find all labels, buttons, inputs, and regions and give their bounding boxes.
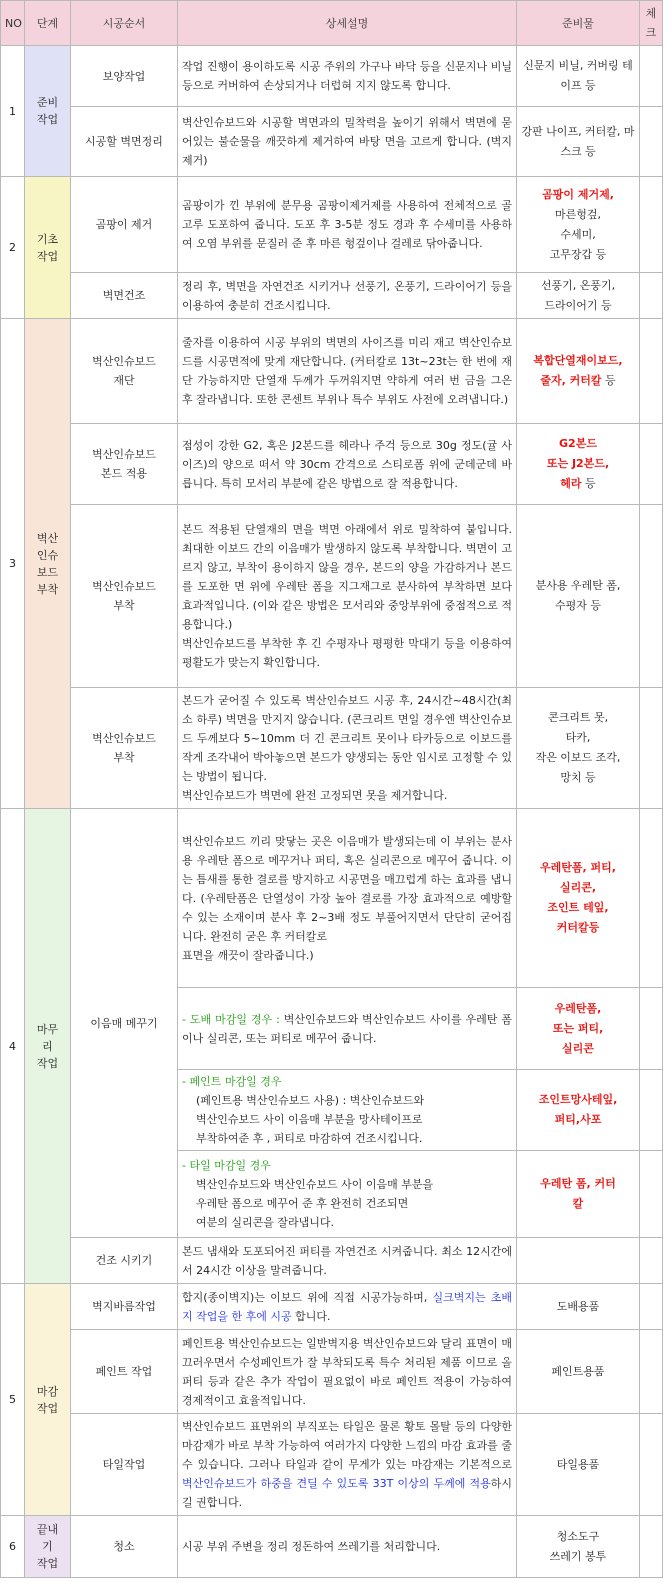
table-row xyxy=(1,505,663,688)
prep-highlight: G2본드 또는 J2본드, 헤라 xyxy=(546,437,610,490)
step-detail xyxy=(178,1070,517,1151)
step-detail: 작업 진행이 용이하도록 시공 주위의 가구나 바닥 등을 신문지나 비닐 등으로 커버하여 손상되거나 더럽혀 지지 않도록 합니다. xyxy=(178,46,517,107)
step-detail xyxy=(178,505,517,688)
step-prep xyxy=(517,1238,640,1284)
check-cell[interactable] xyxy=(640,1284,663,1330)
detail-paragraph: 벽산인슈보드를 부착한 후 긴 수평자나 평평한 막대기 등을 이용하여 평활도가 맞는지 확인합니다. xyxy=(182,637,512,669)
stage-name: 준비 작업 xyxy=(25,46,71,177)
check-cell[interactable] xyxy=(640,424,663,505)
step-name: 건조 시키기 xyxy=(71,1238,178,1284)
step-detail: 점성이 강한 G2, 혹은 J2본드를 헤라나 주걱 등으로 30g 정도(귤 사이즈)의 양으로 떠서 약 30cm 간격으로 스티로폼 위에 군데군데 바릅니다. 특히 모서리 부분에 같은 방법으로 잘 적용합니다. xyxy=(178,424,517,505)
step-prep xyxy=(517,319,640,424)
detail-paragraph: 벽산인슈보드 표면위의 부직포는 타일은 물론 황토 몰탈 등의 다양한 마감재가 바로 부착 가능하여 여러가지 다양한 느낌의 마감 효과를 줄 수 있습니다. 그러나 타일과 같이 무게가 있는 마감재는 기본적으로 xyxy=(182,1420,512,1471)
prep-highlight: 곰팡이 제거제, xyxy=(542,187,614,201)
step-prep: 도배용품 xyxy=(517,1284,640,1330)
header-row xyxy=(1,1,663,46)
step-prep xyxy=(517,424,640,505)
check-cell[interactable] xyxy=(640,319,663,424)
detail-paragraph: 본드가 굳어질 수 있도록 벽산인슈보드 시공 후, 24시간~48시간(최소 하루) 벽면을 만지지 않습니다. (콘크리트 면일 경우엔 벽산인슈보드 두께보다 5~10mm 더 긴 콘크리트 못이나 타카등으로 이보드를 작게 조각내어 박아놓으면 본드가 양생되는 동안 임시로 고정할 수 있는 방법이 됩니다. xyxy=(182,694,512,783)
step-detail xyxy=(178,1414,517,1516)
step-detail: 본드 냄새와 도포되어진 퍼티를 자연건조 시켜줍니다. 최소 12시간에서 24시간 이상을 말려줍니다. xyxy=(178,1238,517,1284)
step-detail xyxy=(178,1284,517,1330)
detail-highlight: 실크벽지는 초배지 작업을 한 후에 시공 xyxy=(182,1290,512,1323)
stage-number: 3 xyxy=(1,319,25,809)
detail-paragraph: 벽산인슈보드와 벽산인슈보드 사이를 우레탄 폼이나 실리콘, 또는 퍼티로 메꾸어 줍니다. xyxy=(182,1012,512,1045)
check-cell[interactable] xyxy=(640,46,663,107)
check-cell[interactable] xyxy=(640,1070,663,1151)
step-name: 벽산인슈보드 부착 xyxy=(71,688,178,809)
stage-name: 끝내 기 작업 xyxy=(25,1516,71,1578)
step-name: 벽면건조 xyxy=(71,273,178,319)
step-prep: 페인트용품 xyxy=(517,1330,640,1414)
step-detail xyxy=(178,988,517,1070)
stage-name: 마감 작업 xyxy=(25,1284,71,1516)
detail-paragraph: 벽산인슈보드 끼리 맞닿는 곳은 이음매가 발생되는데 이 부위는 분사용 우레탄 폼으로 메꾸거나 퍼티, 혹은 실리콘으로 메꾸어 줍니다. 이는 틈새를 통한 결로를 방지하고 시공면을 매끄럽게 하는 효과를 냅니다. (우레탄폼은 단열성이 가장 높아 결로를 가장 효과적으로 예방할 수 있는 소재이며 분사 후 2~3배 정도 부풀어지면서 단단히 굳어집니다. 완전히 굳은 후 커터칼로 xyxy=(182,834,512,943)
step-prep: 우레탄폼, 또는 퍼티, 실리콘 xyxy=(517,988,640,1070)
table-row xyxy=(1,1414,663,1516)
detail-paragraph: 본드 적용된 단열재의 면을 벽면 아래에서 위로 밀착하여 붙입니다. 최대한 이보드 간의 이음매가 발생하지 않도록 부착합니다. 벽면이 고르지 않고, 부착이 용이하지 않을 경우, 본드의 양을 가감하거나 본드를 도포한 면 위에 우레탄 폼을 지그재그로 분사하여 부착하면 보다 효과적입니다. (이와 같은 방법은 모서리와 중앙부위에 중점적으로 적용합니다.) xyxy=(182,523,512,631)
header-check: 체크 xyxy=(640,1,663,46)
header-stage: 단계 xyxy=(25,1,71,46)
header-detail: 상세설명 xyxy=(178,1,517,46)
table-row xyxy=(1,177,663,273)
stage-name: 벽산 인슈 보드 부착 xyxy=(25,319,71,809)
step-detail xyxy=(178,1151,517,1238)
step-name: 벽지바름작업 xyxy=(71,1284,178,1330)
detail-paragraph-end: 합니다. xyxy=(291,1309,331,1323)
step-name: 벽산인슈보드 재단 xyxy=(71,319,178,424)
table-row xyxy=(1,424,663,505)
table-row xyxy=(1,1238,663,1284)
detail-paragraph: 벽산인슈보드와 벽산인슈보드 사이 이음매 부분을 우레탄 폼으로 메꾸어 준 후 완전히 건조되면 여분의 실리콘을 잘라냅니다. xyxy=(196,1178,434,1229)
finish-type-label: - 도배 마감일 경우 : xyxy=(182,1012,284,1026)
step-prep: 분사용 우레탄 폼, 수평자 등 xyxy=(517,505,640,688)
step-detail: 곰팡이가 낀 부위에 분무용 곰팡이제거제를 사용하여 전체적으로 골고루 도포하여 줍니다. 도포 후 3-5분 정도 경과 후 수세미를 사용하여 오염 부위를 문질러 준 후 마른 헝겊이나 걸레로 닦아줍니다. xyxy=(178,177,517,273)
prep-text: 등 xyxy=(601,374,616,387)
step-detail: 벽산인슈보드와 시공할 벽면과의 밀착력을 높이기 위해서 벽면에 묻어있는 불순물을 깨끗하게 제거하여 바탕 면을 고르게 합니다. (벽지 제거) xyxy=(178,107,517,177)
step-name: 벽산인슈보드 본드 적용 xyxy=(71,424,178,505)
step-detail xyxy=(178,688,517,809)
step-prep: 신문지 비닐, 커버링 테이프 등 xyxy=(517,46,640,107)
table-row xyxy=(1,273,663,319)
stage-name: 마무 리 작업 xyxy=(25,809,71,1284)
check-cell[interactable] xyxy=(640,177,663,273)
step-detail: 정리 후, 벽면을 자연건조 시키거나 선풍기, 온풍기, 드라이어기 등을 이용하여 충분히 건조시킵니다. xyxy=(178,273,517,319)
step-name: 시공할 벽면정리 xyxy=(71,107,178,177)
step-name: 페인트 작업 xyxy=(71,1330,178,1414)
check-cell[interactable] xyxy=(640,809,663,988)
step-detail xyxy=(178,809,517,988)
stage-name: 기초 작업 xyxy=(25,177,71,319)
step-prep: 청소도구 쓰레기 봉투 xyxy=(517,1516,640,1578)
table-row xyxy=(1,809,663,988)
stage-number: 4 xyxy=(1,809,25,1284)
step-name: 이음매 메꾸기 xyxy=(71,809,178,1238)
step-name: 청소 xyxy=(71,1516,178,1578)
check-cell[interactable] xyxy=(640,107,663,177)
detail-highlight: 벽산인슈보드가 하중을 견딜 수 있도록 33T 이상의 두께에 적용 xyxy=(182,1477,491,1490)
table-row xyxy=(1,1330,663,1414)
step-detail: 페인트용 벽산인슈보드는 일반벽지용 벽산인슈보드와 달리 표면이 매끄러우면서 수성페인트가 잘 부착되도록 특수 처리된 제품 이므로 올 퍼티 등과 같은 추가 작업이 필요없이 바로 페인트 적용이 가능하여 경제적이고 효율적입니다. xyxy=(178,1330,517,1414)
header-order: 시공순서 xyxy=(71,1,178,46)
table-row xyxy=(1,107,663,177)
check-cell[interactable] xyxy=(640,988,663,1070)
step-prep: 우레탄폼, 퍼티, 실리콘, 조인트 테잎, 커터칼등 xyxy=(517,809,640,988)
step-prep: 타일용품 xyxy=(517,1414,640,1516)
check-cell[interactable] xyxy=(640,688,663,809)
finish-type-label: - 타일 마감일 경우 xyxy=(182,1159,271,1172)
check-cell[interactable] xyxy=(640,273,663,319)
step-prep: 콘크리트 못, 타카, 작은 이보드 조각, 망치 등 xyxy=(517,688,640,809)
detail-paragraph-end: 하시길 권합니다. xyxy=(182,1477,512,1509)
stage-number: 2 xyxy=(1,177,25,319)
table-row xyxy=(1,319,663,424)
check-cell[interactable] xyxy=(640,1151,663,1238)
detail-paragraph: 표면을 깨끗이 잘라줍니다.) xyxy=(182,948,314,962)
step-name: 타일작업 xyxy=(71,1414,178,1516)
step-name: 보양작업 xyxy=(71,46,178,107)
step-prep: 강판 나이프, 커터칼, 마스크 등 xyxy=(517,107,640,177)
prep-highlight: 복합단열재이보드, 줄자, 커터칼 xyxy=(533,354,623,387)
header-prep: 준비물 xyxy=(517,1,640,46)
table-row xyxy=(1,1516,663,1578)
check-cell[interactable] xyxy=(640,1238,663,1284)
detail-paragraph: 벽산인슈보드가 벽면에 완전 고정되면 못을 제거합니다. xyxy=(182,789,448,802)
detail-paragraph: (페인트용 벽산인슈보드 사용) : 벽산인슈보드와 벽산인슈보드 사이 이음매 부분을 망사테이프로 부착하여준 후 , 퍼티로 마감하여 건조시킵니다. xyxy=(196,1094,425,1145)
step-name: 곰팡이 제거 xyxy=(71,177,178,273)
detail-paragraph: 합지(종이벽지)는 이보드 위에 직접 시공가능하며, xyxy=(182,1290,433,1304)
step-name: 벽산인슈보드 부착 xyxy=(71,505,178,688)
stage-number: 1 xyxy=(1,46,25,177)
check-cell[interactable] xyxy=(640,1330,663,1414)
stage-number: 5 xyxy=(1,1284,25,1516)
check-cell[interactable] xyxy=(640,1414,663,1516)
prep-text: 마른헝겊, 수세미, 고무장갑 등 xyxy=(549,207,607,261)
table-row xyxy=(1,46,663,107)
check-cell[interactable] xyxy=(640,505,663,688)
stage-number: 6 xyxy=(1,1516,25,1578)
step-detail: 시공 부위 주변을 정리 정돈하여 쓰레기를 처리합니다. xyxy=(178,1516,517,1578)
step-prep: 선풍기, 온풍기, 드라이어기 등 xyxy=(517,273,640,319)
step-prep: 우레탄 폼, 커터 칼 xyxy=(517,1151,640,1238)
step-prep: 조인트망사테잎, 퍼티,사포 xyxy=(517,1070,640,1151)
header-no: NO xyxy=(1,1,25,46)
table-row xyxy=(1,1284,663,1330)
table-row xyxy=(1,688,663,809)
finish-type-label: - 페인트 마감일 경우 xyxy=(182,1075,282,1088)
step-detail: 줄자를 이용하여 시공 부위의 벽면의 사이즈를 미리 재고 벽산인슈보드를 시공면적에 맞게 재단합니다. (커터칼로 13t~23t는 한 번에 재단 가능하지만 단열재 두께가 두꺼워지면 약하게 여러 번 금을 그은 후 잘라냅니다. 또한 콘센트 부위나 특수 부위도 사전에 오려냅니다.) xyxy=(178,319,517,424)
prep-text: 등 xyxy=(581,477,596,490)
step-prep xyxy=(517,177,640,273)
check-cell[interactable] xyxy=(640,1516,663,1578)
